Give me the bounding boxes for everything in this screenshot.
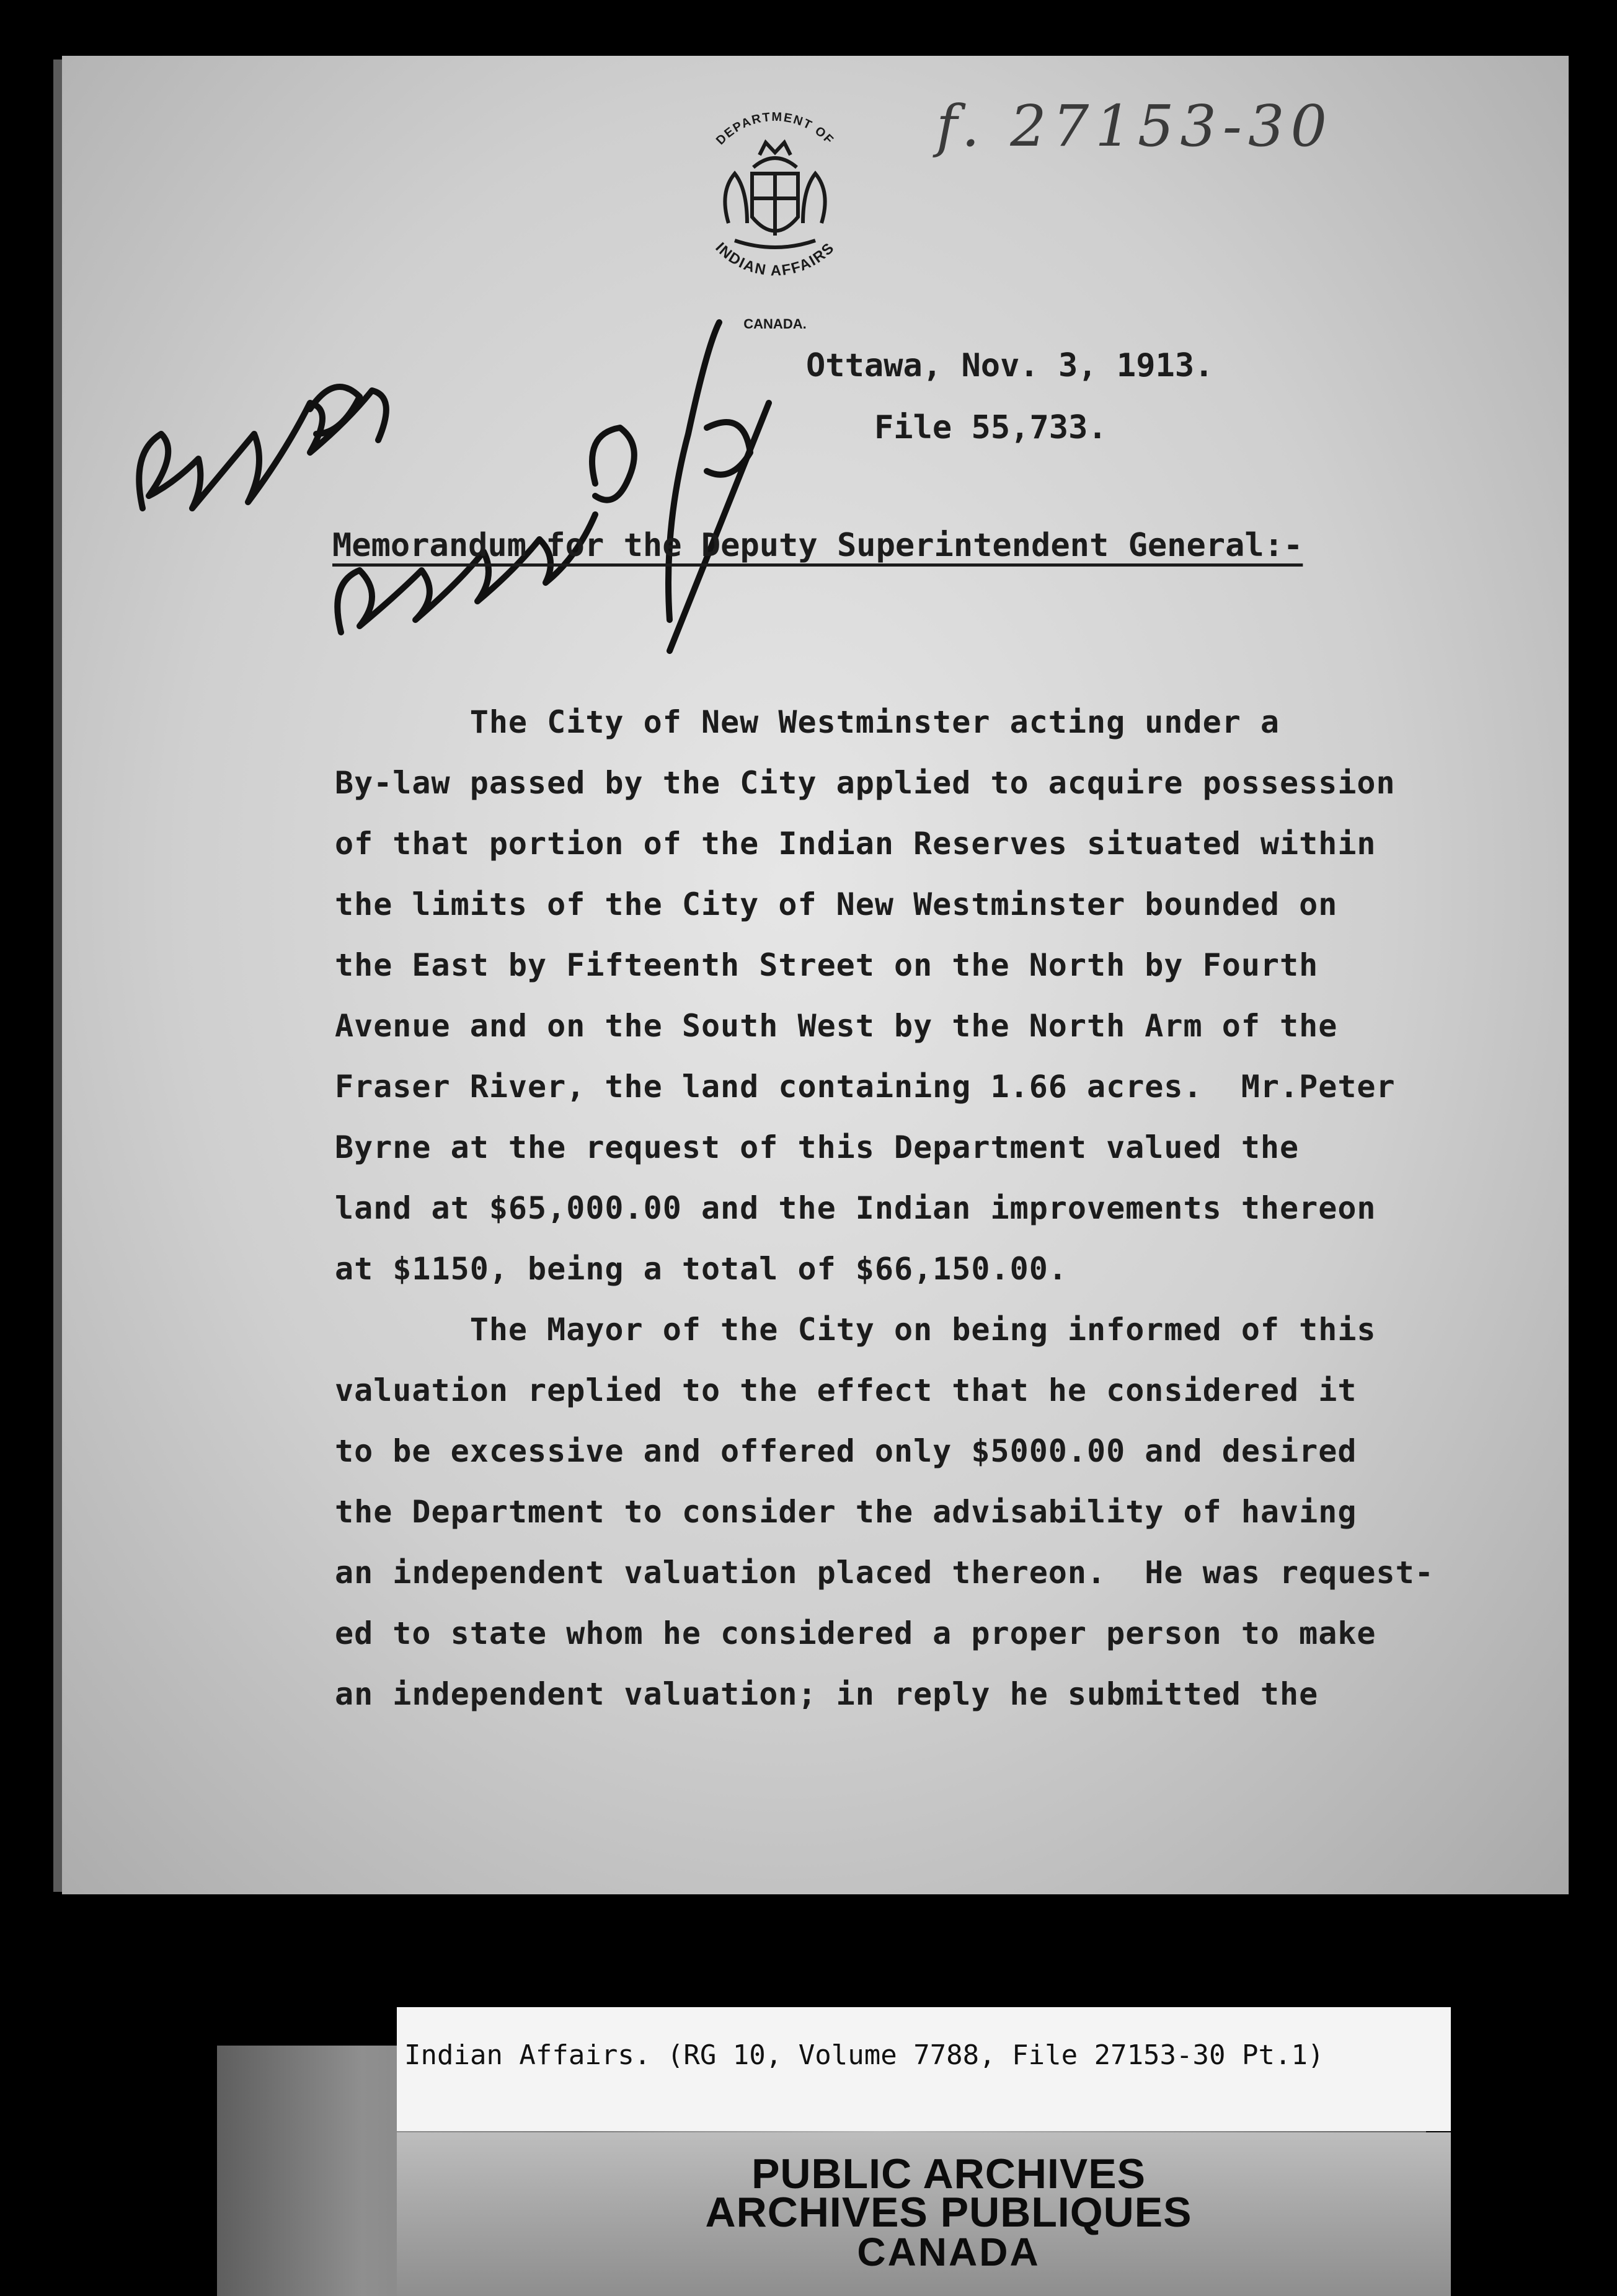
body-line: Fraser River, the land containing 1.66 acres. Mr.Peter (335, 1069, 1396, 1105)
file-reference-handwritten: f. 27153-30 (936, 93, 1334, 159)
body-line: of that portion of the Indian Reserves situated within (335, 826, 1376, 862)
body-line: to be excessive and offered only $5000.00 and desired (335, 1433, 1357, 1469)
archive-reference: Indian Affairs. (RG 10, Volume 7788, File 27153-30 Pt.1) (404, 2039, 1324, 2071)
seal-bottom-text: INDIAN AFFAIRS (712, 239, 838, 280)
body-line: By-law passed by the City applied to acquire possession (335, 765, 1396, 801)
file-number: File 55,733. (874, 409, 1107, 446)
stamp-line-canada: CANADA (857, 2230, 1040, 2274)
body-line: valuation replied to the effect that he considered it (335, 1372, 1357, 1408)
body-line: Avenue and on the South West by the North Arm of the (335, 1008, 1338, 1044)
body-line: an independent valuation placed thereon. He was request- (335, 1555, 1434, 1591)
seal-top-text: DEPARTMENT OF (713, 110, 837, 148)
body-line: The Mayor of the City on being informed of this (335, 1312, 1376, 1348)
seal-country-text: CANADA. (743, 316, 807, 332)
handwritten-signature-marginalia (50, 248, 794, 719)
date-line: Ottawa, Nov. 3, 1913. (806, 347, 1214, 384)
svg-text:DEPARTMENT OF (714, 110, 836, 148)
body-line: the Department to consider the advisability of having (335, 1494, 1357, 1530)
body-line: the East by Fifteenth Street on the North by Fourth (335, 947, 1319, 983)
body-line: land at $65,000.00 and the Indian improvements thereon (335, 1190, 1376, 1226)
body-line: the limits of the City of New Westminster bounded on (335, 886, 1338, 922)
coat-of-arms-icon (725, 143, 825, 247)
body-line: Byrne at the request of this Department valued the (335, 1129, 1300, 1165)
body-line: at $1150, being a total of $66,150.00. (335, 1251, 1068, 1287)
stamp-line-public-archives: PUBLIC ARCHIVES (751, 2150, 1146, 2197)
body-line: ed to state whom he considered a proper person to make (335, 1615, 1376, 1651)
body-line: an independent valuation; in reply he submitted the (335, 1676, 1319, 1712)
memo-heading: Memorandum for the Deputy Superintendent General:- (332, 527, 1303, 564)
body-line: The City of New Westminster acting under a (335, 704, 1280, 740)
stamp-line-archives-publiques: ARCHIVES PUBLIQUES (705, 2189, 1192, 2236)
